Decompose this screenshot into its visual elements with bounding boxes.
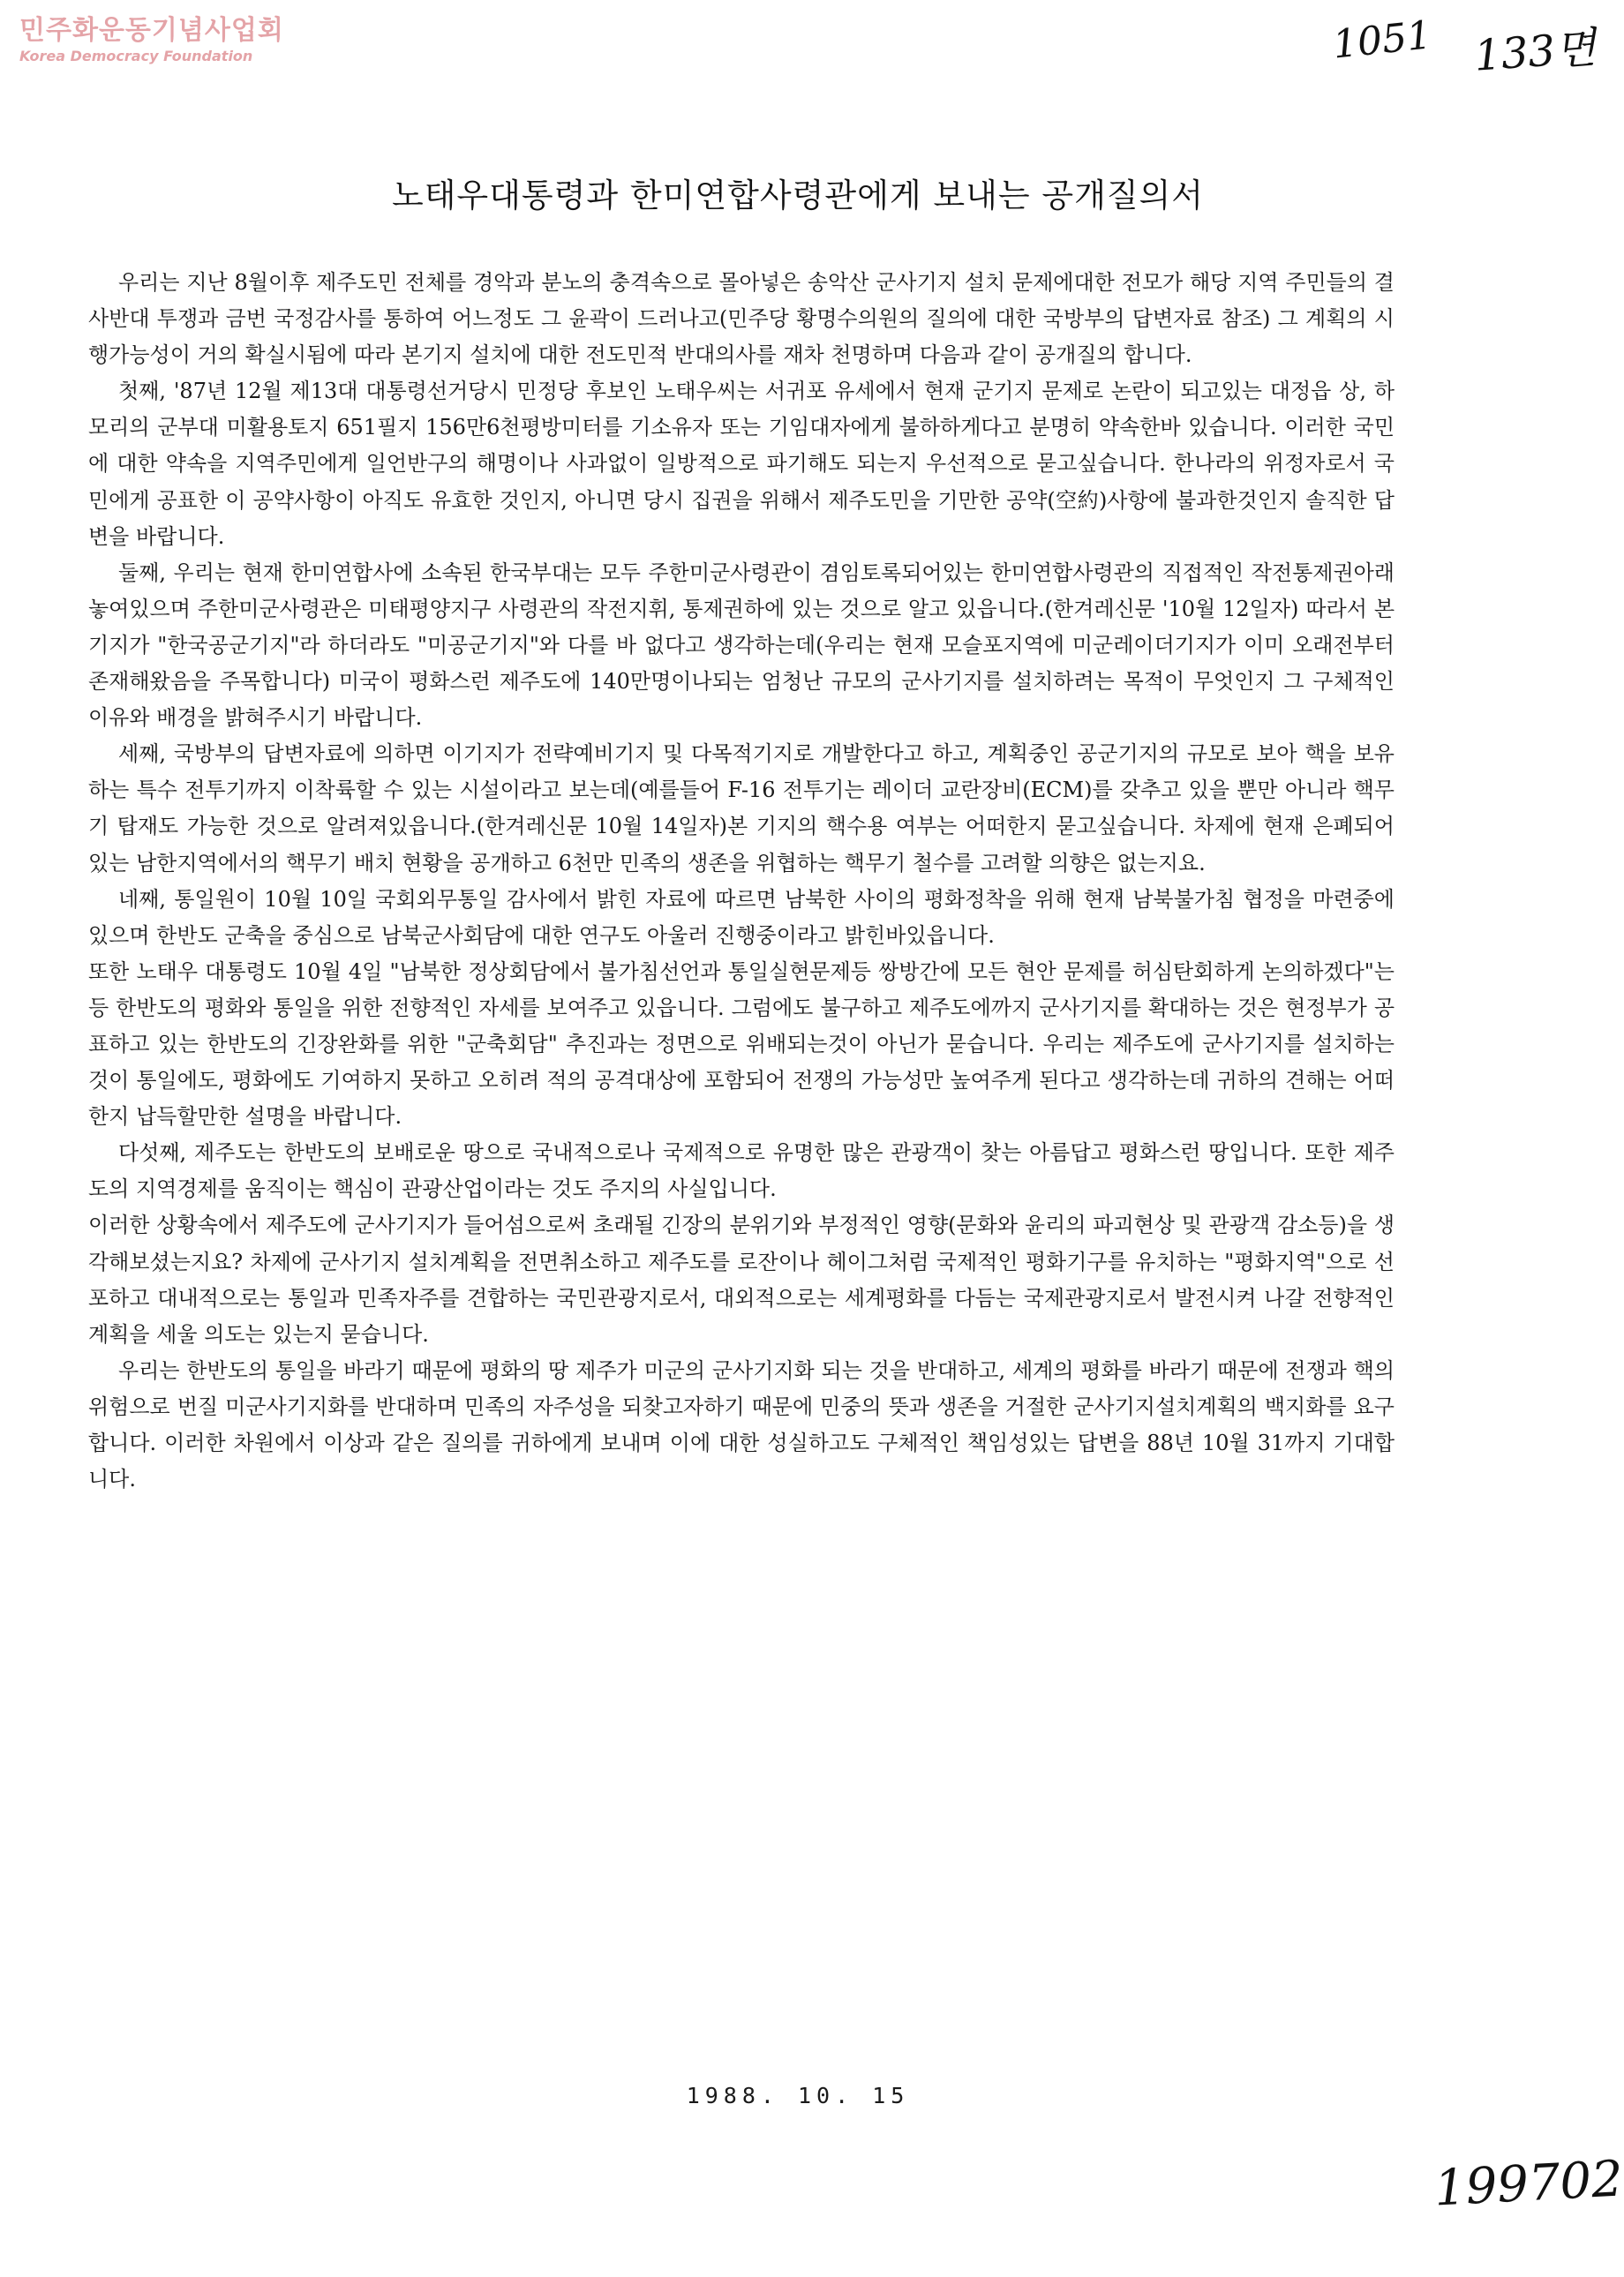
document-date: 1988. 10. 15: [686, 2083, 910, 2108]
paragraph-fifth: 다섯째, 제주도는 한반도의 보배로운 땅으로 국내적으로나 국제적으로 유명한 많은 관광객이 찾는 아름답고 평화스런 땅입니다. 또한 제주도의 지역경제를 움직이는 핵심이 관광산업이라는 것도 주지의 사실입니다.: [88, 1140, 1395, 1202]
handwritten-archive-number: 199702: [1432, 2150, 1624, 2218]
watermark-korean-text: 민주화운동기념사업회: [19, 15, 284, 46]
paragraph-fourth: 네째, 통일원이 10월 10일 국회외무통일 감사에서 밝힌 자료에 따르면 남북한 사이의 평화정착을 위해 현재 남북불가침 협정을 마련중에 있으며 한반도 군축을 중심으로 남북군사회담에 대한 연구도 아울러 진행중이라고 밝힌바있읍니다.: [88, 886, 1395, 948]
handwritten-page-number-left: 1051: [1330, 12, 1434, 68]
document-title: 노태우대통령과 한미연합사령관에게 보내는 공개질의서: [391, 177, 1205, 214]
paragraph-third: 세째, 국방부의 답변자료에 의하면 이기지가 전략예비기지 및 다목적기지로 개발한다고 하고, 계획중인 공군기지의 규모로 보아 핵을 보유하는 특수 전투기까지 이착륙할 수 있는 시설이라고 보는데(예를들어 F-16 전투기는 레이더 교란장비(ECM)를 갖추고 있을 뿐만 아니라 핵무기 탑재도 가능한 것으로 알려져있읍니다.(한겨레신문 10월 14일자)본 기지의 핵수용 여부는 어떠한지 묻고싶습니다. 차제에 현재 은폐되어 있는 남한지역에서의 핵무기 배치 현황을 공개하고 6천만 민족의 생존을 위협하는 핵무기 철수를 고려할 의향은 없는지요.: [88, 741, 1395, 875]
paragraph-fourth-continued: 또한 노태우 대통령도 10월 4일 "남북한 정상회담에서 불가침선언과 통일실현문제등 쌍방간에 모든 현안 문제를 허심탄회하게 논의하겠다"는등 한반도의 평화와 통일을 위한 전향적인 자세를 보여주고 있읍니다. 그럼에도 불구하고 제주도에까지 군사기지를 확대하는 것은 현정부가 공표하고 있는 한반도의 긴장완화를 위한 "군축회담" 추진과는 정면으로 위배되는것이 아닌가 묻습니다. 우리는 제주도에 군사기지를 설치하는것이 통일에도, 평화에도 기여하지 못하고 오히려 적의 공격대상에 포함되어 전쟁의 가능성만 높여주게 된다고 생각하는데 귀하의 견해는 어떠한지 납득할만한 설명을 바랍니다.: [88, 958, 1395, 1130]
paragraph-second: 둘째, 우리는 현재 한미연합사에 소속된 한국부대는 모두 주한미군사령관이 겸임토록되어있는 한미연합사령관의 직접적인 작전통제권아래 놓여있으며 주한미군사령관은 미태평양지구 사령관의 작전지휘, 통제권하에 있는 것으로 알고 있읍니다.(한겨레신문 '10월 12일자) 따라서 본 기지가 "한국공군기지"라 하더라도 "미공군기지"와 다를 바 없다고 생각하는데(우리는 현재 모슬포지역에 미군레이더기지가 이미 오래전부터 존재해왔음을 주목합니다) 미국이 평화스런 제주도에 140만명이나되는 엄청난 규모의 군사기지를 설치하려는 목적이 무엇인지 그 구체적인 이유와 배경을 밝혀주시기 바랍니다.: [88, 560, 1395, 731]
paragraph-first: 첫째, '87년 12월 제13대 대통령선거당시 민정당 후보인 노태우씨는 서귀포 유세에서 현재 군기지 문제로 논란이 되고있는 대정읍 상, 하모리의 군부대 미활용토지 651필지 156만6천평방미터를 기소유자 또는 기임대자에게 불하하게다고 분명히 약속한바 있습니다. 이러한 국민에 대한 약속을 지역주민에게 일언반구의 해명이나 사과없이 일방적으로 파기해도 되는지 우선적으로 묻고싶습니다. 한나라의 위정자로서 국민에게 공표한 이 공약사항이 아직도 유효한 것인지, 아니면 당시 집권을 위해서 제주도민을 기만한 공약(空約)사항에 불과한것인지 솔직한 답변을 바랍니다.: [88, 379, 1395, 549]
watermark-logo: [19, 16, 284, 65]
watermark-english-text: Korea Democracy Foundation: [19, 48, 253, 64]
document-body: [88, 265, 1395, 1498]
paragraph-conclusion: 우리는 한반도의 통일을 바라기 때문에 평화의 땅 제주가 미군의 군사기지화 되는 것을 반대하고, 세계의 평화를 바라기 때문에 전쟁과 핵의 위험으로 번질 미군사기지화를 반대하며 민족의 자주성을 되찾고자하기 때문에 민중의 뜻과 생존을 거절한 군사기지설치계획의 백지화를 요구합니다. 이러한 차원에서 이상과 같은 질의를 귀하에게 보내며 이에 대한 성실하고도 구체적인 책임성있는 답변을 88년 10월 31까지 기대합니다.: [88, 1357, 1395, 1492]
paragraph-intro: 우리는 지난 8월이후 제주도민 전체를 경악과 분노의 충격속으로 몰아넣은 송악산 군사기지 설치 문제에대한 전모가 해당 지역 주민들의 결사반대 투쟁과 금번 국정감사를 통하여 어느정도 그 윤곽이 드러나고(민주당 황명수의원의 질의에 대한 국방부의 답변자료 참조) 그 계획의 시행가능성이 거의 확실시됨에 따라 본기지 설치에 대한 전도민적 반대의사를 재차 천명하며 다음과 같이 공개질의 합니다.: [88, 270, 1395, 368]
handwritten-page-number-right: 133면: [1472, 23, 1598, 81]
paragraph-fifth-continued: 이러한 상황속에서 제주도에 군사기지가 들어섬으로써 초래될 긴장의 분위기와 부정적인 영향(문화와 윤리의 파괴현상 및 관광객 감소등)을 생각해보셨는지요? 차제에 군사기지 설치계획을 전면취소하고 제주도를 로잔이나 헤이그처럼 국제적인 평화기구를 유치하는 "평화지역"으로 선포하고 대내적으로는 통일과 민족자주를 견합하는 국민관광지로서, 대외적으로는 세계평화를 다듬는 국제관광지로서 발전시켜 나갈 전향적인 계획을 세울 의도는 있는지 묻습니다.: [88, 1213, 1395, 1347]
